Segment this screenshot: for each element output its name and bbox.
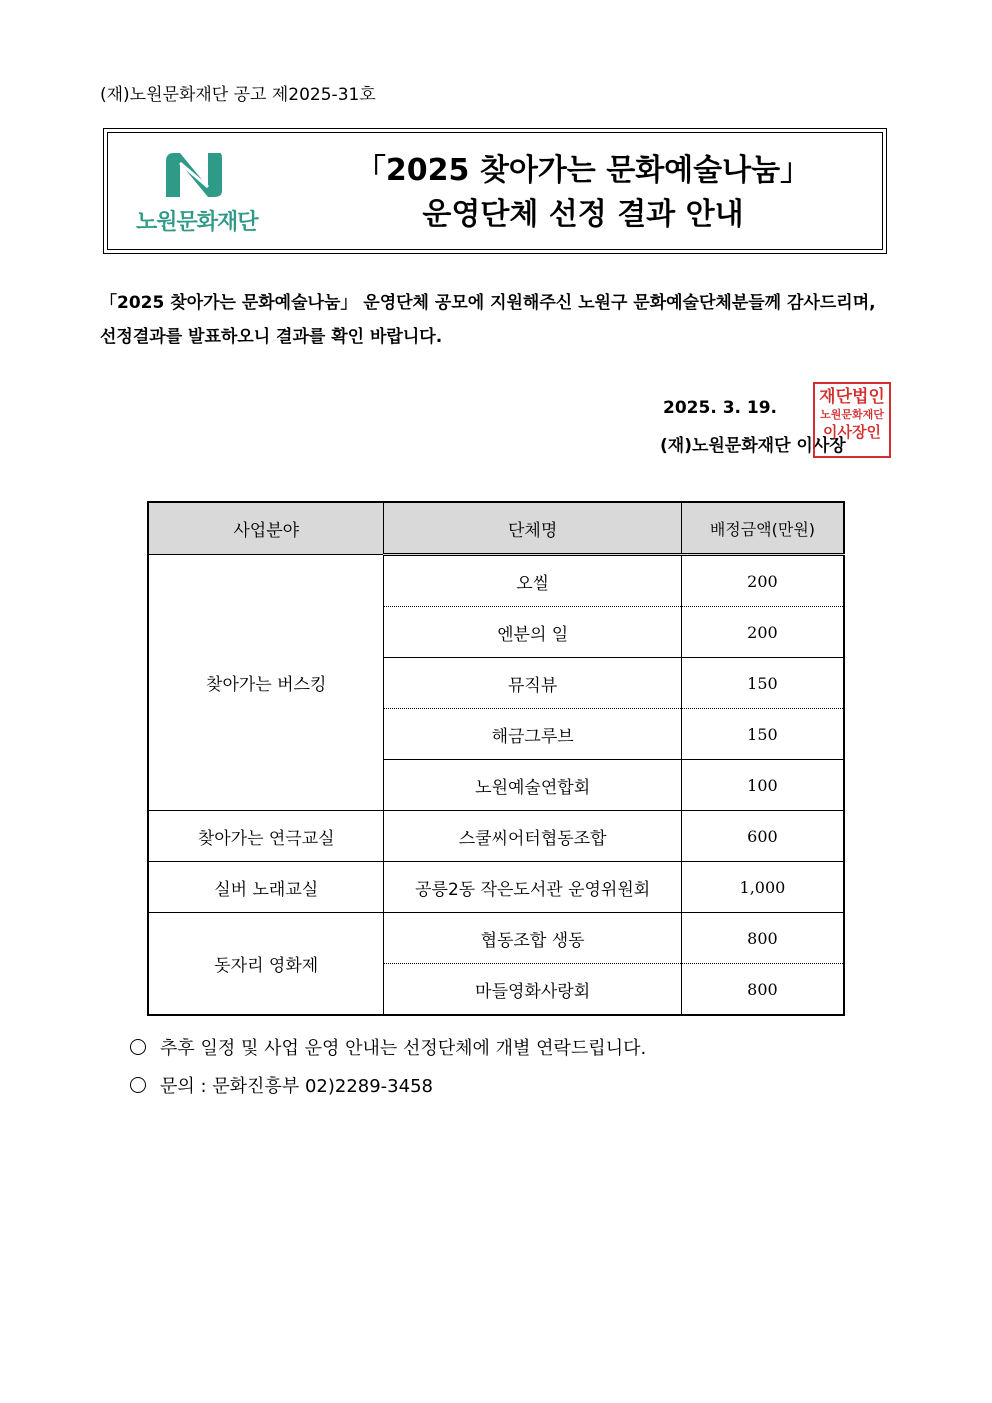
issuer-name: (재)노원문화재단 이사장 xyxy=(660,436,846,456)
amount-cell: 100 xyxy=(681,760,844,811)
table-header-row xyxy=(148,502,844,555)
official-seal xyxy=(813,382,891,458)
amount-cell: 200 xyxy=(681,607,844,658)
notes-list xyxy=(130,1030,646,1106)
table-row xyxy=(148,862,844,913)
circle-bullet-icon xyxy=(130,1039,146,1055)
note-text: 추후 일정 및 사업 운영 안내는 선정단체에 개별 연락드립니다. xyxy=(160,1038,647,1059)
issue-date: 2025. 3. 19. xyxy=(663,398,778,418)
seal-line-1: 재단법인 xyxy=(819,387,885,407)
amount-cell: 150 xyxy=(681,658,844,709)
logo-n-icon xyxy=(160,151,228,199)
note-item xyxy=(130,1068,646,1106)
amount-cell: 150 xyxy=(681,709,844,760)
field-cell: 실버 노래교실 xyxy=(148,862,384,913)
header-team: 단체명 xyxy=(384,502,681,555)
amount-cell: 200 xyxy=(681,555,844,607)
seal-line-2: 노원문화재단 xyxy=(820,408,884,421)
intro-paragraph: 「2025 찾아가는 문화예술나눔」 운영단체 공모에 지원해주신 노원구 문화예술단체분들께 감사드리며, 선정결과를 발표하오니 결과를 확인 바랍니다. xyxy=(100,293,876,347)
table-row xyxy=(148,913,844,964)
note-text: 문의 : 문화진흥부 02)2289-3458 xyxy=(160,1076,433,1097)
note-item xyxy=(130,1030,646,1068)
field-cell: 찾아가는 버스킹 xyxy=(148,555,384,811)
seal-line-3: 이사장인 xyxy=(823,423,881,441)
circle-bullet-icon xyxy=(130,1077,146,1093)
amount-cell: 800 xyxy=(681,964,844,1016)
team-cell: 스쿨씨어터협동조합 xyxy=(384,811,681,862)
team-cell: 뮤직뷰 xyxy=(384,658,681,709)
table-row xyxy=(148,811,844,862)
field-cell: 돗자리 영화제 xyxy=(148,913,384,1016)
foundation-logo xyxy=(136,147,266,245)
notice-number: (재)노원문화재단 공고 제2025-31호 xyxy=(100,85,376,105)
title-box xyxy=(103,128,887,254)
amount-cell: 1,000 xyxy=(681,862,844,913)
amount-cell: 600 xyxy=(681,811,844,862)
title-box-inner xyxy=(107,132,883,250)
team-cell: 노원예술연합회 xyxy=(384,760,681,811)
team-cell: 마들영화사랑회 xyxy=(384,964,681,1016)
title-line-2: 운영단체 선정 결과 안내 xyxy=(422,197,744,232)
selection-results-table xyxy=(147,501,845,1016)
header-amount: 배정금액(만원) xyxy=(681,502,844,555)
team-cell: 오씰 xyxy=(384,555,681,607)
field-cell: 찾아가는 연극교실 xyxy=(148,811,384,862)
table-row xyxy=(148,555,844,607)
amount-cell: 800 xyxy=(681,913,844,964)
logo-text: 노원문화재단 xyxy=(136,210,258,235)
team-cell: 협동조합 생동 xyxy=(384,913,681,964)
header-field: 사업분야 xyxy=(148,502,384,555)
team-cell: 공릉2동 작은도서관 운영위원회 xyxy=(384,862,681,913)
team-cell: 해금그루브 xyxy=(384,709,681,760)
team-cell: 엔분의 일 xyxy=(384,607,681,658)
title-line-1: 「2025 찾아가는 문화예술나눔」 xyxy=(355,153,811,188)
page-title xyxy=(338,149,828,237)
